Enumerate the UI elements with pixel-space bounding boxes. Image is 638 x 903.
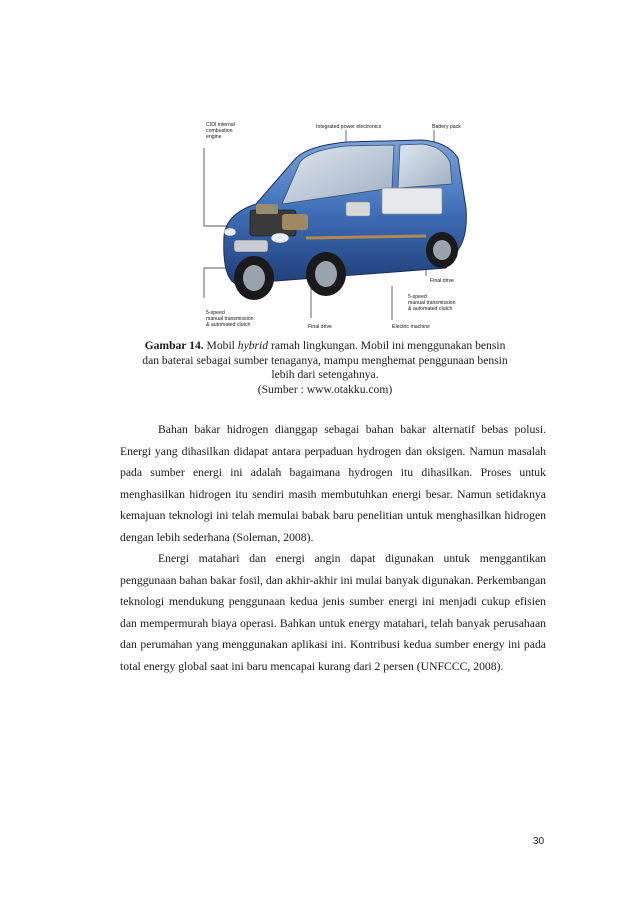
car-illustration bbox=[224, 140, 467, 300]
caption-before: Mobil bbox=[203, 339, 238, 352]
hybrid-car-figure bbox=[196, 118, 468, 334]
label-power-electronics: Integrated power electronics bbox=[316, 124, 382, 130]
figure-caption bbox=[140, 339, 510, 397]
caption-label: Gambar 14. bbox=[144, 339, 204, 352]
page-number: 30 bbox=[533, 836, 545, 847]
paragraph-hydrogen: Bahan bakar hidrogen dianggap sebagai bahan bakar alternatif bebas polusi. Energi yang dihasilkan didapat antara perpaduan hydrogen dan oksigen. Namun masalah pada sumber energi ini adalah bagaimana hydrogen itu dihasilkan. Proses untuk menghasilkan hidrogen itu sendiri masih membutuhkan energi besar. Namun setidaknya kemajuan teknologi ini telah memulai babak baru penelitian untuk menghasilkan hidrogen dengan lebih sederhana (Soleman, 2008). bbox=[120, 423, 546, 544]
label-engine: CIDI internal combustion engine bbox=[206, 122, 235, 140]
caption-after: ramah lingkungan. Mobil ini menggunakan bensin dan baterai sebagai sumber tenaganya, mampu menghemat penggunaan bensin lebih dari setengahnya. bbox=[142, 339, 508, 382]
label-battery-pack: Battery pack bbox=[432, 124, 461, 130]
label-transmission-right: 5-speed manual transmission & automated clutch bbox=[408, 294, 456, 312]
caption-source: (Sumber : www.otakku.com) bbox=[257, 382, 393, 396]
label-final-drive-right: Final drive bbox=[430, 278, 454, 284]
body-text bbox=[120, 419, 546, 677]
label-final-drive-bottom: Final drive bbox=[308, 324, 332, 330]
label-electric-machine: Electric machine bbox=[392, 324, 431, 330]
paragraph-solar-wind: Energi matahari dan energi angin dapat digunakan untuk menggantikan penggunaan bahan bakar fosil, dan akhir-akhir ini mulai banyak digunakan. Perkembangan teknologi mendukung penggunaan kedua jenis sumber energi ini menjadi cukup efisien dan mempermurah biaya operasi. Bahkan untuk energy matahari, telah banyak perusahaan dan perumahan yang menggunakan aplikasi ini. Kontribusi kedua sumber energy ini pada total energy global saat ini baru mencapai kurang dari 2 persen (UNFCCC, 2008). bbox=[120, 552, 546, 673]
label-transmission-left: 5-speed manual transmission & automated clutch bbox=[206, 310, 254, 328]
caption-text bbox=[140, 339, 510, 383]
caption-italic: hybrid bbox=[237, 339, 269, 352]
